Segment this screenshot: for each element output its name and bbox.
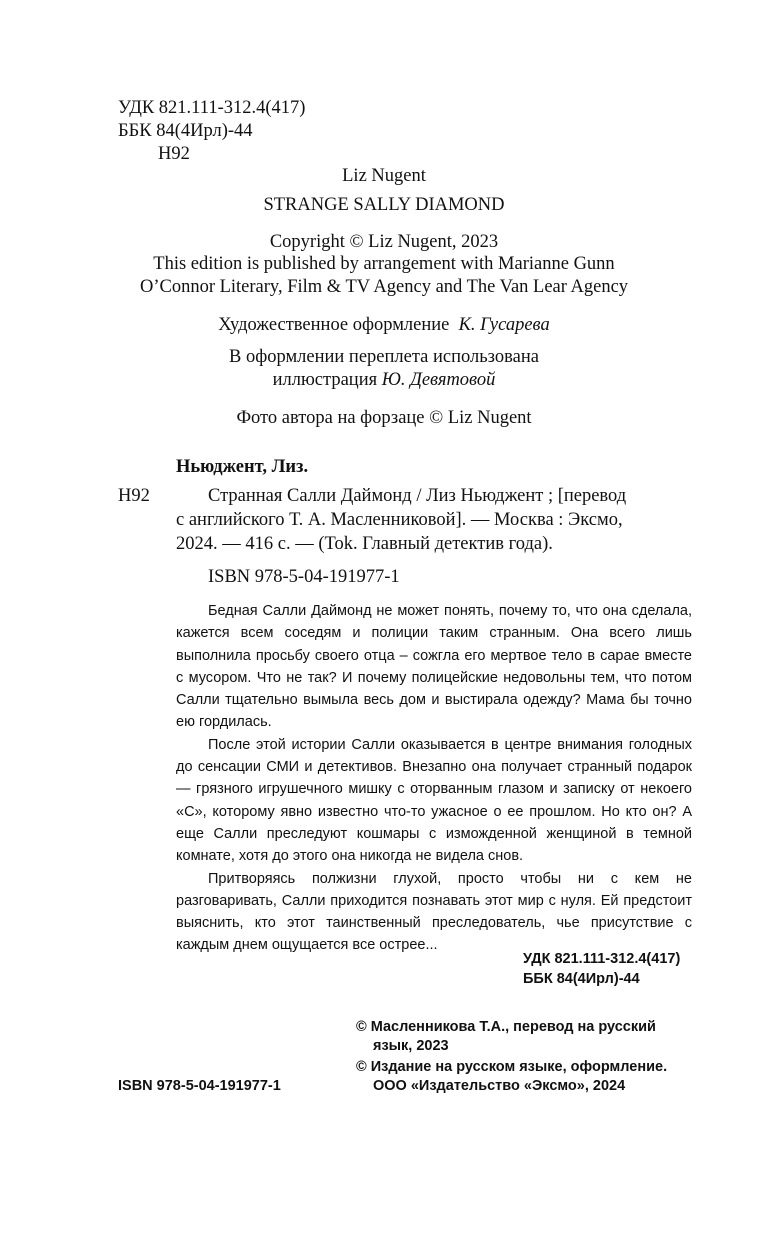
- author-code: Н92: [158, 144, 190, 164]
- annotation-paragraph: После этой истории Салли оказывается в центре внимания голодных до сенсации СМИ и детективов. Внезапно она получает странный подарок — грязного игрушечного мишку с оторванным глазом и записку от некоего «С», которому явно известно что-то ужасное о ее прошлом. Но кто он? А еще Салли преследуют кошмары с изможденной женщиной в темной комнате, хотя до этого она никогда не видела снов.: [176, 736, 692, 865]
- original-copyright: Copyright © Liz Nugent, 2023: [269, 232, 499, 252]
- arrangement-line-1: This edition is published by arrangement with Marianne Gunn: [153, 254, 615, 274]
- binding-credit-line-2: [0, 370, 768, 391]
- arrangement-line-2: O’Connor Literary, Film & TV Agency and The Van Lear Agency: [139, 277, 629, 297]
- catalog-line-1: Странная Салли Даймонд / Лиз Ньюджент ; [перевод: [208, 486, 627, 506]
- annotation-bbk: ББК 84(4Ирл)-44: [523, 971, 640, 987]
- design-credit-name: К. Гусарева: [458, 315, 550, 335]
- design-credit: [0, 315, 768, 336]
- annotation-paragraph: Притворяясь полжизни глухой, просто чтобы ни с кем не разговаривать, Салли приходится познавать этот мир с нуля. Ей предстоит выяснить, кто этот таинственный преследователь, чье присутствие с каждым днем ощущается все острее...: [176, 870, 692, 954]
- original-title: STRANGE SALLY DIAMOND: [263, 195, 505, 215]
- catalog-isbn: ISBN 978-5-04-191977-1: [208, 567, 400, 587]
- edition-copyright-line-2: ООО «Издательство «Эксмо», 2024: [373, 1078, 626, 1094]
- photo-credit: Фото автора на форзаце © Liz Nugent: [236, 408, 532, 428]
- catalog-line-3: 2024. — 416 с. — (Tok. Главный детектив года).: [176, 534, 553, 554]
- binding-credit-name: Ю. Девятовой: [381, 370, 496, 390]
- catalog-line-2: с английского Т. А. Масленниковой]. — Москва : Эксмо,: [176, 510, 623, 530]
- udk-code: УДК 821.111-312.4(417): [118, 98, 306, 118]
- edition-copyright-line-1: © Издание на русском языке, оформление.: [356, 1059, 668, 1075]
- annotation-paragraph: Бедная Салли Даймонд не может понять, почему то, что она сделала, кажется всем соседям и полиции таким странным. Она всего лишь выполнила просьбу своего отца – сожгла его мертвое тело в сарае вместе с мусором. Что не так? И почему полицейские недовольны тем, что потом Салли тщательно вымыла весь дом и выстирала одежду? Мама бы точно ею гордилась.: [176, 603, 692, 731]
- footer-isbn: ISBN 978-5-04-191977-1: [118, 1078, 281, 1094]
- binding-credit-line-1: В оформлении переплета использована: [229, 347, 539, 367]
- catalog-heading: Ньюджент, Лиз.: [176, 457, 309, 477]
- annotation: [176, 600, 692, 957]
- design-credit-label: Художественное оформление: [218, 315, 450, 335]
- catalog-code: Н92: [118, 486, 150, 506]
- translation-copyright-line-2: язык, 2023: [373, 1038, 449, 1054]
- translation-copyright-line-1: © Масленникова Т.А., перевод на русский: [356, 1019, 656, 1035]
- bbk-code: ББК 84(4Ирл)-44: [118, 121, 253, 141]
- binding-credit-label: иллюстрация: [272, 370, 378, 390]
- annotation-udk: УДК 821.111-312.4(417): [523, 951, 681, 967]
- original-author: Liz Nugent: [342, 166, 426, 186]
